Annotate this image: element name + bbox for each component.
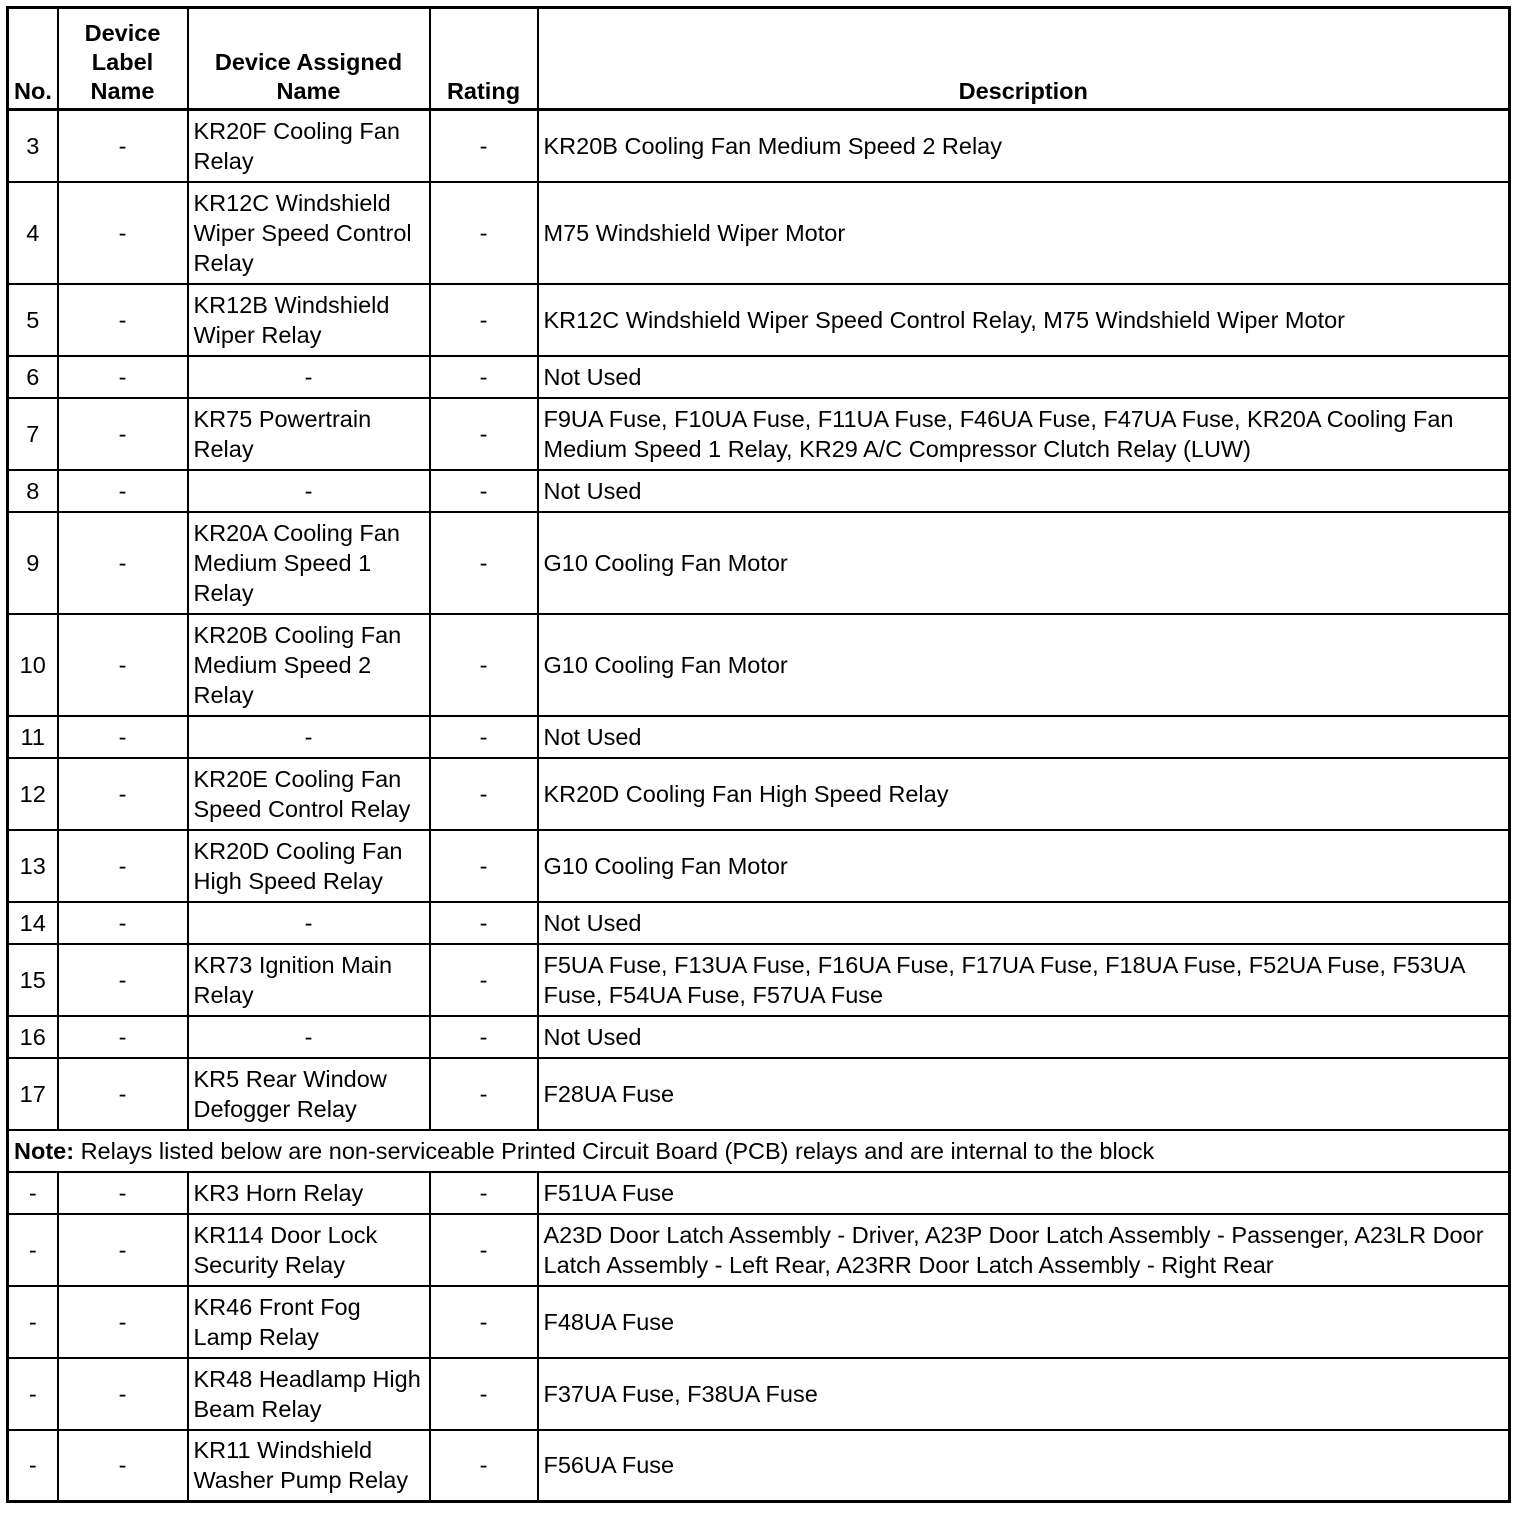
cell-no: -: [8, 1214, 58, 1286]
cell-description: KR20B Cooling Fan Medium Speed 2 Relay: [538, 110, 1510, 182]
cell-device-assigned-name: KR3 Horn Relay: [188, 1172, 430, 1214]
cell-description: KR12C Windshield Wiper Speed Control Relay, M75 Windshield Wiper Motor: [538, 284, 1510, 356]
cell-device-label-name: -: [58, 512, 188, 614]
cell-rating: -: [430, 902, 538, 944]
cell-description: KR20D Cooling Fan High Speed Relay: [538, 758, 1510, 830]
cell-device-assigned-name: KR20F Cooling Fan Relay: [188, 110, 430, 182]
cell-rating: -: [430, 398, 538, 470]
table-row: [8, 1430, 1510, 1502]
cell-rating: -: [430, 1214, 538, 1286]
cell-no: 16: [8, 1016, 58, 1058]
cell-no: 3: [8, 110, 58, 182]
header-rating: Rating: [430, 8, 538, 110]
cell-description: Not Used: [538, 716, 1510, 758]
note-cell: [8, 1130, 1510, 1172]
cell-rating: -: [430, 512, 538, 614]
cell-rating: -: [430, 716, 538, 758]
cell-device-label-name: -: [58, 1430, 188, 1502]
cell-rating: -: [430, 1058, 538, 1130]
cell-no: 5: [8, 284, 58, 356]
cell-device-assigned-name: KR48 Headlamp High Beam Relay: [188, 1358, 430, 1430]
cell-device-label-name: -: [58, 1286, 188, 1358]
cell-device-label-name: -: [58, 758, 188, 830]
table-body: [8, 110, 1510, 1502]
note-row: [8, 1130, 1510, 1172]
cell-device-assigned-name: KR114 Door Lock Security Relay: [188, 1214, 430, 1286]
cell-description: Not Used: [538, 902, 1510, 944]
cell-rating: -: [430, 356, 538, 398]
cell-device-assigned-name: KR20B Cooling Fan Medium Speed 2 Relay: [188, 614, 430, 716]
cell-device-assigned-name: -: [188, 1016, 430, 1058]
table-row: [8, 758, 1510, 830]
table-row: [8, 1358, 1510, 1430]
cell-no: 7: [8, 398, 58, 470]
cell-rating: -: [430, 110, 538, 182]
cell-no: 14: [8, 902, 58, 944]
cell-rating: -: [430, 1358, 538, 1430]
cell-rating: -: [430, 284, 538, 356]
header-device-label-name: Device Label Name: [58, 8, 188, 110]
table-row: [8, 1286, 1510, 1358]
cell-device-label-name: -: [58, 830, 188, 902]
cell-description: Not Used: [538, 356, 1510, 398]
cell-device-label-name: -: [58, 356, 188, 398]
note-text: Relays listed below are non-serviceable Printed Circuit Board (PCB) relays and are internal to the block: [74, 1137, 1155, 1164]
cell-description: F56UA Fuse: [538, 1430, 1510, 1502]
cell-device-label-name: -: [58, 398, 188, 470]
relay-table: [6, 6, 1511, 1503]
cell-device-assigned-name: KR11 Windshield Washer Pump Relay: [188, 1430, 430, 1502]
cell-device-label-name: -: [58, 1016, 188, 1058]
header-description: Description: [538, 8, 1510, 110]
table-row: [8, 398, 1510, 470]
cell-device-label-name: -: [58, 110, 188, 182]
cell-rating: -: [430, 1172, 538, 1214]
cell-device-assigned-name: KR73 Ignition Main Relay: [188, 944, 430, 1016]
cell-device-assigned-name: KR5 Rear Window Defogger Relay: [188, 1058, 430, 1130]
cell-no: 6: [8, 356, 58, 398]
cell-rating: -: [430, 1016, 538, 1058]
cell-device-label-name: -: [58, 1214, 188, 1286]
cell-rating: -: [430, 1286, 538, 1358]
cell-description: F9UA Fuse, F10UA Fuse, F11UA Fuse, F46UA Fuse, F47UA Fuse, KR20A Cooling Fan Medium Speed 1 Relay, KR29 A/C Compressor Clutch Relay (LUW): [538, 398, 1510, 470]
cell-no: 13: [8, 830, 58, 902]
cell-rating: -: [430, 1430, 538, 1502]
table-row: [8, 1058, 1510, 1130]
cell-device-assigned-name: -: [188, 902, 430, 944]
cell-device-label-name: -: [58, 1172, 188, 1214]
note-label: Note:: [14, 1137, 75, 1164]
table-row: [8, 614, 1510, 716]
table-row: [8, 110, 1510, 182]
cell-description: Not Used: [538, 1016, 1510, 1058]
table-row: [8, 902, 1510, 944]
cell-description: Not Used: [538, 470, 1510, 512]
cell-device-assigned-name: KR75 Powertrain Relay: [188, 398, 430, 470]
cell-no: 10: [8, 614, 58, 716]
cell-device-label-name: -: [58, 716, 188, 758]
cell-device-assigned-name: KR12B Windshield Wiper Relay: [188, 284, 430, 356]
table-row: [8, 182, 1510, 284]
cell-device-label-name: -: [58, 284, 188, 356]
table-row: [8, 830, 1510, 902]
table-row: [8, 356, 1510, 398]
cell-description: F37UA Fuse, F38UA Fuse: [538, 1358, 1510, 1430]
cell-device-label-name: -: [58, 614, 188, 716]
header-no: No.: [8, 8, 58, 110]
cell-device-label-name: -: [58, 182, 188, 284]
cell-no: -: [8, 1286, 58, 1358]
cell-description: F51UA Fuse: [538, 1172, 1510, 1214]
table-row: [8, 470, 1510, 512]
cell-device-label-name: -: [58, 1058, 188, 1130]
cell-no: -: [8, 1172, 58, 1214]
table-row: [8, 1016, 1510, 1058]
cell-device-label-name: -: [58, 470, 188, 512]
cell-device-assigned-name: KR20E Cooling Fan Speed Control Relay: [188, 758, 430, 830]
cell-rating: -: [430, 614, 538, 716]
cell-rating: -: [430, 944, 538, 1016]
table-row: [8, 944, 1510, 1016]
table-row: [8, 1172, 1510, 1214]
cell-no: 9: [8, 512, 58, 614]
cell-device-label-name: -: [58, 902, 188, 944]
cell-description: G10 Cooling Fan Motor: [538, 512, 1510, 614]
table-row: [8, 512, 1510, 614]
cell-device-label-name: -: [58, 1358, 188, 1430]
cell-description: F48UA Fuse: [538, 1286, 1510, 1358]
cell-device-assigned-name: -: [188, 470, 430, 512]
cell-description: G10 Cooling Fan Motor: [538, 614, 1510, 716]
cell-no: 12: [8, 758, 58, 830]
cell-rating: -: [430, 758, 538, 830]
cell-description: A23D Door Latch Assembly - Driver, A23P Door Latch Assembly - Passenger, A23LR Door Latch Assembly - Left Rear, A23RR Door Latch Assembly - Right Rear: [538, 1214, 1510, 1286]
header-device-assigned-name: Device Assigned Name: [188, 8, 430, 110]
relay-table-sheet: [6, 6, 1508, 1510]
cell-device-assigned-name: -: [188, 716, 430, 758]
cell-device-assigned-name: KR20A Cooling Fan Medium Speed 1 Relay: [188, 512, 430, 614]
cell-no: 11: [8, 716, 58, 758]
cell-no: 4: [8, 182, 58, 284]
cell-no: 17: [8, 1058, 58, 1130]
cell-device-assigned-name: KR46 Front Fog Lamp Relay: [188, 1286, 430, 1358]
cell-description: M75 Windshield Wiper Motor: [538, 182, 1510, 284]
cell-device-label-name: -: [58, 944, 188, 1016]
header-row: [8, 8, 1510, 110]
table-row: [8, 1214, 1510, 1286]
cell-no: -: [8, 1358, 58, 1430]
table-row: [8, 284, 1510, 356]
cell-rating: -: [430, 830, 538, 902]
cell-no: 8: [8, 470, 58, 512]
cell-device-assigned-name: KR20D Cooling Fan High Speed Relay: [188, 830, 430, 902]
cell-no: -: [8, 1430, 58, 1502]
cell-description: F5UA Fuse, F13UA Fuse, F16UA Fuse, F17UA Fuse, F18UA Fuse, F52UA Fuse, F53UA Fuse, F54UA Fuse, F57UA Fuse: [538, 944, 1510, 1016]
table-row: [8, 716, 1510, 758]
cell-device-assigned-name: -: [188, 356, 430, 398]
cell-no: 15: [8, 944, 58, 1016]
cell-rating: -: [430, 182, 538, 284]
cell-rating: -: [430, 470, 538, 512]
cell-device-assigned-name: KR12C Windshield Wiper Speed Control Relay: [188, 182, 430, 284]
cell-description: G10 Cooling Fan Motor: [538, 830, 1510, 902]
cell-description: F28UA Fuse: [538, 1058, 1510, 1130]
